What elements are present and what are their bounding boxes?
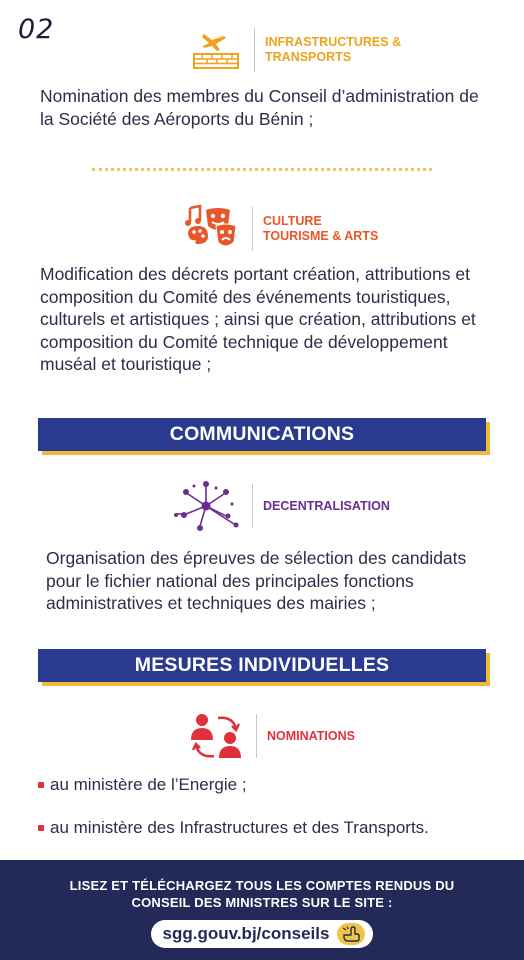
theater-masks-icon — [184, 204, 240, 254]
section-title-line: CULTURE — [263, 214, 322, 228]
footer — [0, 860, 524, 960]
section-header-infrastructures — [190, 28, 401, 72]
footer-link[interactable] — [151, 920, 374, 948]
pointing-hand-icon — [337, 923, 365, 945]
plane-airport-icon — [190, 28, 242, 72]
network-nodes-icon — [172, 478, 240, 534]
nomination-label: au ministère des Infrastructures et des Transports. — [50, 818, 429, 837]
bullet-icon — [38, 782, 44, 788]
section-title — [267, 729, 355, 744]
bullet-icon — [38, 825, 44, 831]
section-header-decentralisation — [172, 478, 390, 534]
banner-mesures-individuelles: MESURES INDIVIDUELLES — [38, 649, 486, 682]
footer-text-line: CONSEIL DES MINISTRES SUR LE SITE : — [131, 895, 393, 910]
page-number: 02 — [18, 14, 55, 45]
nomination-item — [38, 775, 247, 795]
header-divider — [252, 207, 253, 251]
culture-text: Modification des décrets portant création, attributions et composition du Comité des événements touristiques, culturels et artistiques ; ainsi que création, attributions et composition du Comité technique de développement muséal et touristique ; — [40, 264, 476, 374]
section-header-culture — [184, 204, 378, 254]
header-divider — [254, 28, 255, 72]
section-title-line: TRANSPORTS — [265, 50, 352, 64]
section-title-line: DECENTRALISATION — [263, 498, 390, 513]
footer-url[interactable]: sgg.gouv.bj/conseils — [162, 924, 330, 943]
section-title-line: INFRASTRUCTURES & — [265, 35, 402, 49]
header-divider — [252, 484, 253, 528]
banner-communications: COMMUNICATIONS — [38, 418, 486, 451]
nomination-label: au ministère de l’Energie ; — [50, 775, 247, 794]
dotted-separator — [92, 168, 432, 171]
footer-text-line: LISEZ ET TÉLÉCHARGEZ TOUS LES COMPTES RENDUS DU — [69, 878, 455, 893]
section-title — [263, 499, 390, 514]
section-title — [265, 35, 401, 65]
nomination-item — [38, 818, 429, 838]
header-divider — [256, 714, 257, 758]
infrastructures-text: Nomination des membres du Conseil d’administration de la Société des Aéroports du Bénin ; — [40, 86, 479, 129]
section-header-nominations — [188, 710, 355, 762]
section-title-line: NOMINATIONS — [267, 728, 355, 743]
section-title-line: TOURISME & ARTS — [263, 229, 379, 243]
footer-text — [70, 877, 455, 911]
section-title — [263, 214, 378, 244]
people-exchange-icon — [188, 710, 244, 762]
decentralisation-text: Organisation des épreuves de sélection des candidats pour le fichier national des principales fonctions administratives et techniques des mairies ; — [46, 548, 467, 613]
